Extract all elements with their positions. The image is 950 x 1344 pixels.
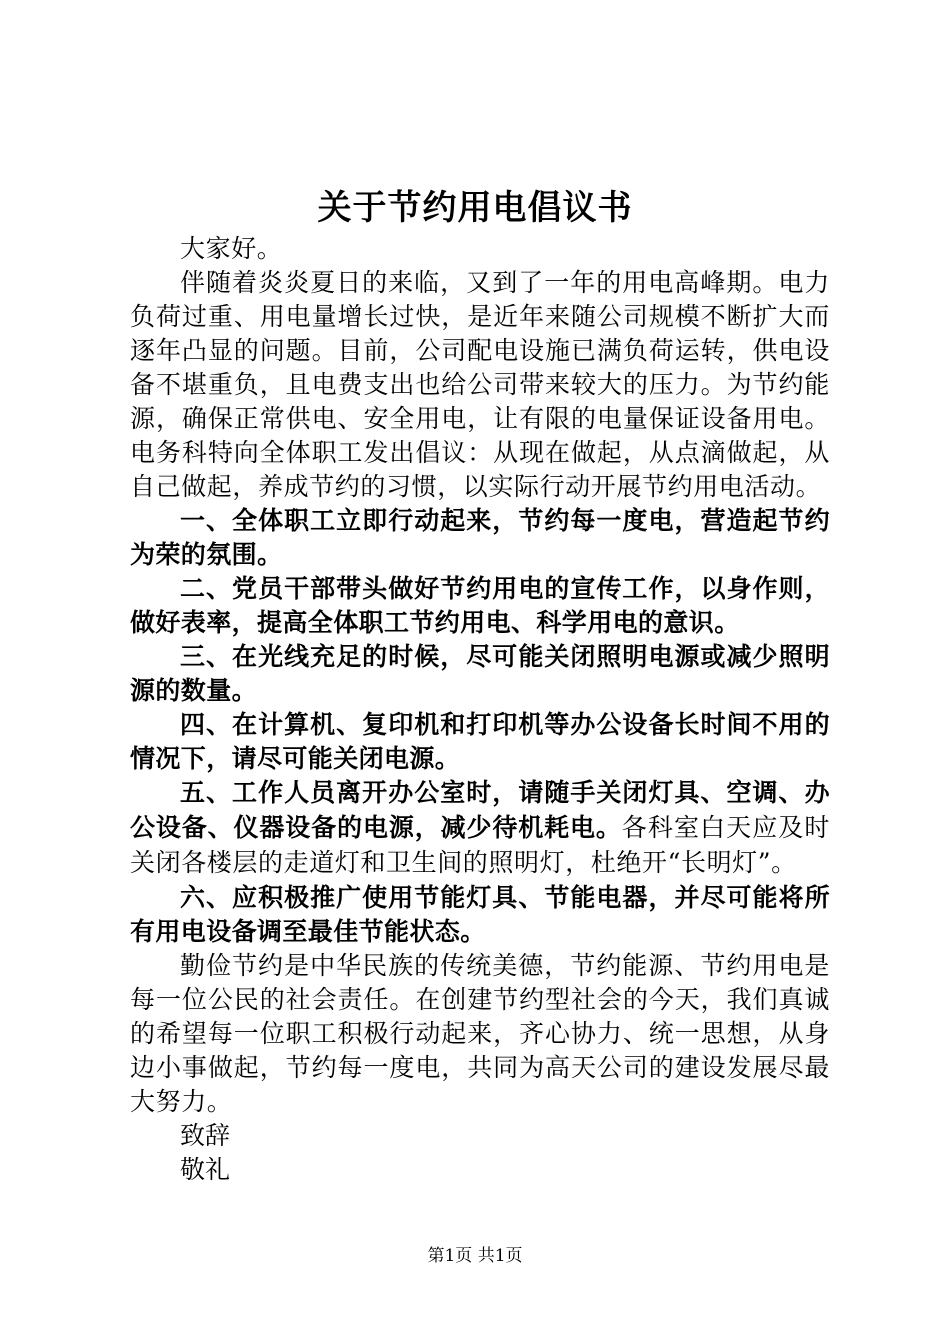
- proposal-item-6: 六、应积极推广使用节能灯具、节能电器，并尽可能将所有用电设备调至最佳节能状态。: [130, 883, 830, 946]
- greeting: 大家好。: [180, 234, 283, 263]
- closing-line-1: 致辞: [180, 1121, 231, 1150]
- proposal-item-3: 三、在光线充足的时候，尽可能关闭照明电源或减少照明源的数量。: [130, 642, 830, 705]
- proposal-item-1: 一、全体职工立即行动起来，节约每一度电，营造起节约为荣的氛围。: [130, 506, 830, 569]
- proposal-item-5: [130, 776, 830, 881]
- page-number-footer: 第1页 共1页: [427, 1246, 523, 1266]
- proposal-item-4: 四、在计算机、复印机和打印机等办公设备长时间不用的情况下，请尽可能关闭电源。: [130, 710, 830, 773]
- conclusion-paragraph: 勤俭节约是中华民族的传统美德，节约能源、节约用电是每一位公民的社会责任。在创建节约型社会的今天，我们真诚的希望每一位职工积极行动起来，齐心协力、统一思想，从身边小事做起，节约每一度电，共同为高天公司的建设发展尽最大努力。: [130, 951, 830, 1116]
- proposal-item-5-main: 五、工作人员离开办公室时，请随手关闭灯具、空调、办公设备、仪器设备的电源，减少待机耗电。: [130, 778, 830, 842]
- document-body: [130, 232, 830, 1187]
- proposal-item-2: 二、党员干部带头做好节约用电的宣传工作，以身作则，做好表率，提高全体职工节约用电、科学用电的意识。: [130, 574, 830, 637]
- closing-line-2: 敬礼: [180, 1155, 231, 1184]
- intro-paragraph: 伴随着炎炎夏日的来临，又到了一年的用电高峰期。电力负荷过重、用电量增长过快，是近年来随公司规模不断扩大而逐年凸显的问题。目前，公司配电设施已满负荷运转，供电设备不堪重负，且电费支出也给公司带来较大的压力。为节约能源，确保正常供电、安全用电，让有限的电量保证设备用电。电务科特向全体职工发出倡议：从现在做起，从点滴做起，从自己做起，养成节约的习惯，以实际行动开展节约用电活动。: [130, 268, 830, 501]
- proposal-item-5-detail: 各科室白天应及时关闭各楼层的走道灯和卫生间的照明灯，杜绝开“长明灯”。: [130, 813, 830, 877]
- document-title: 关于节约用电倡议书: [317, 188, 633, 228]
